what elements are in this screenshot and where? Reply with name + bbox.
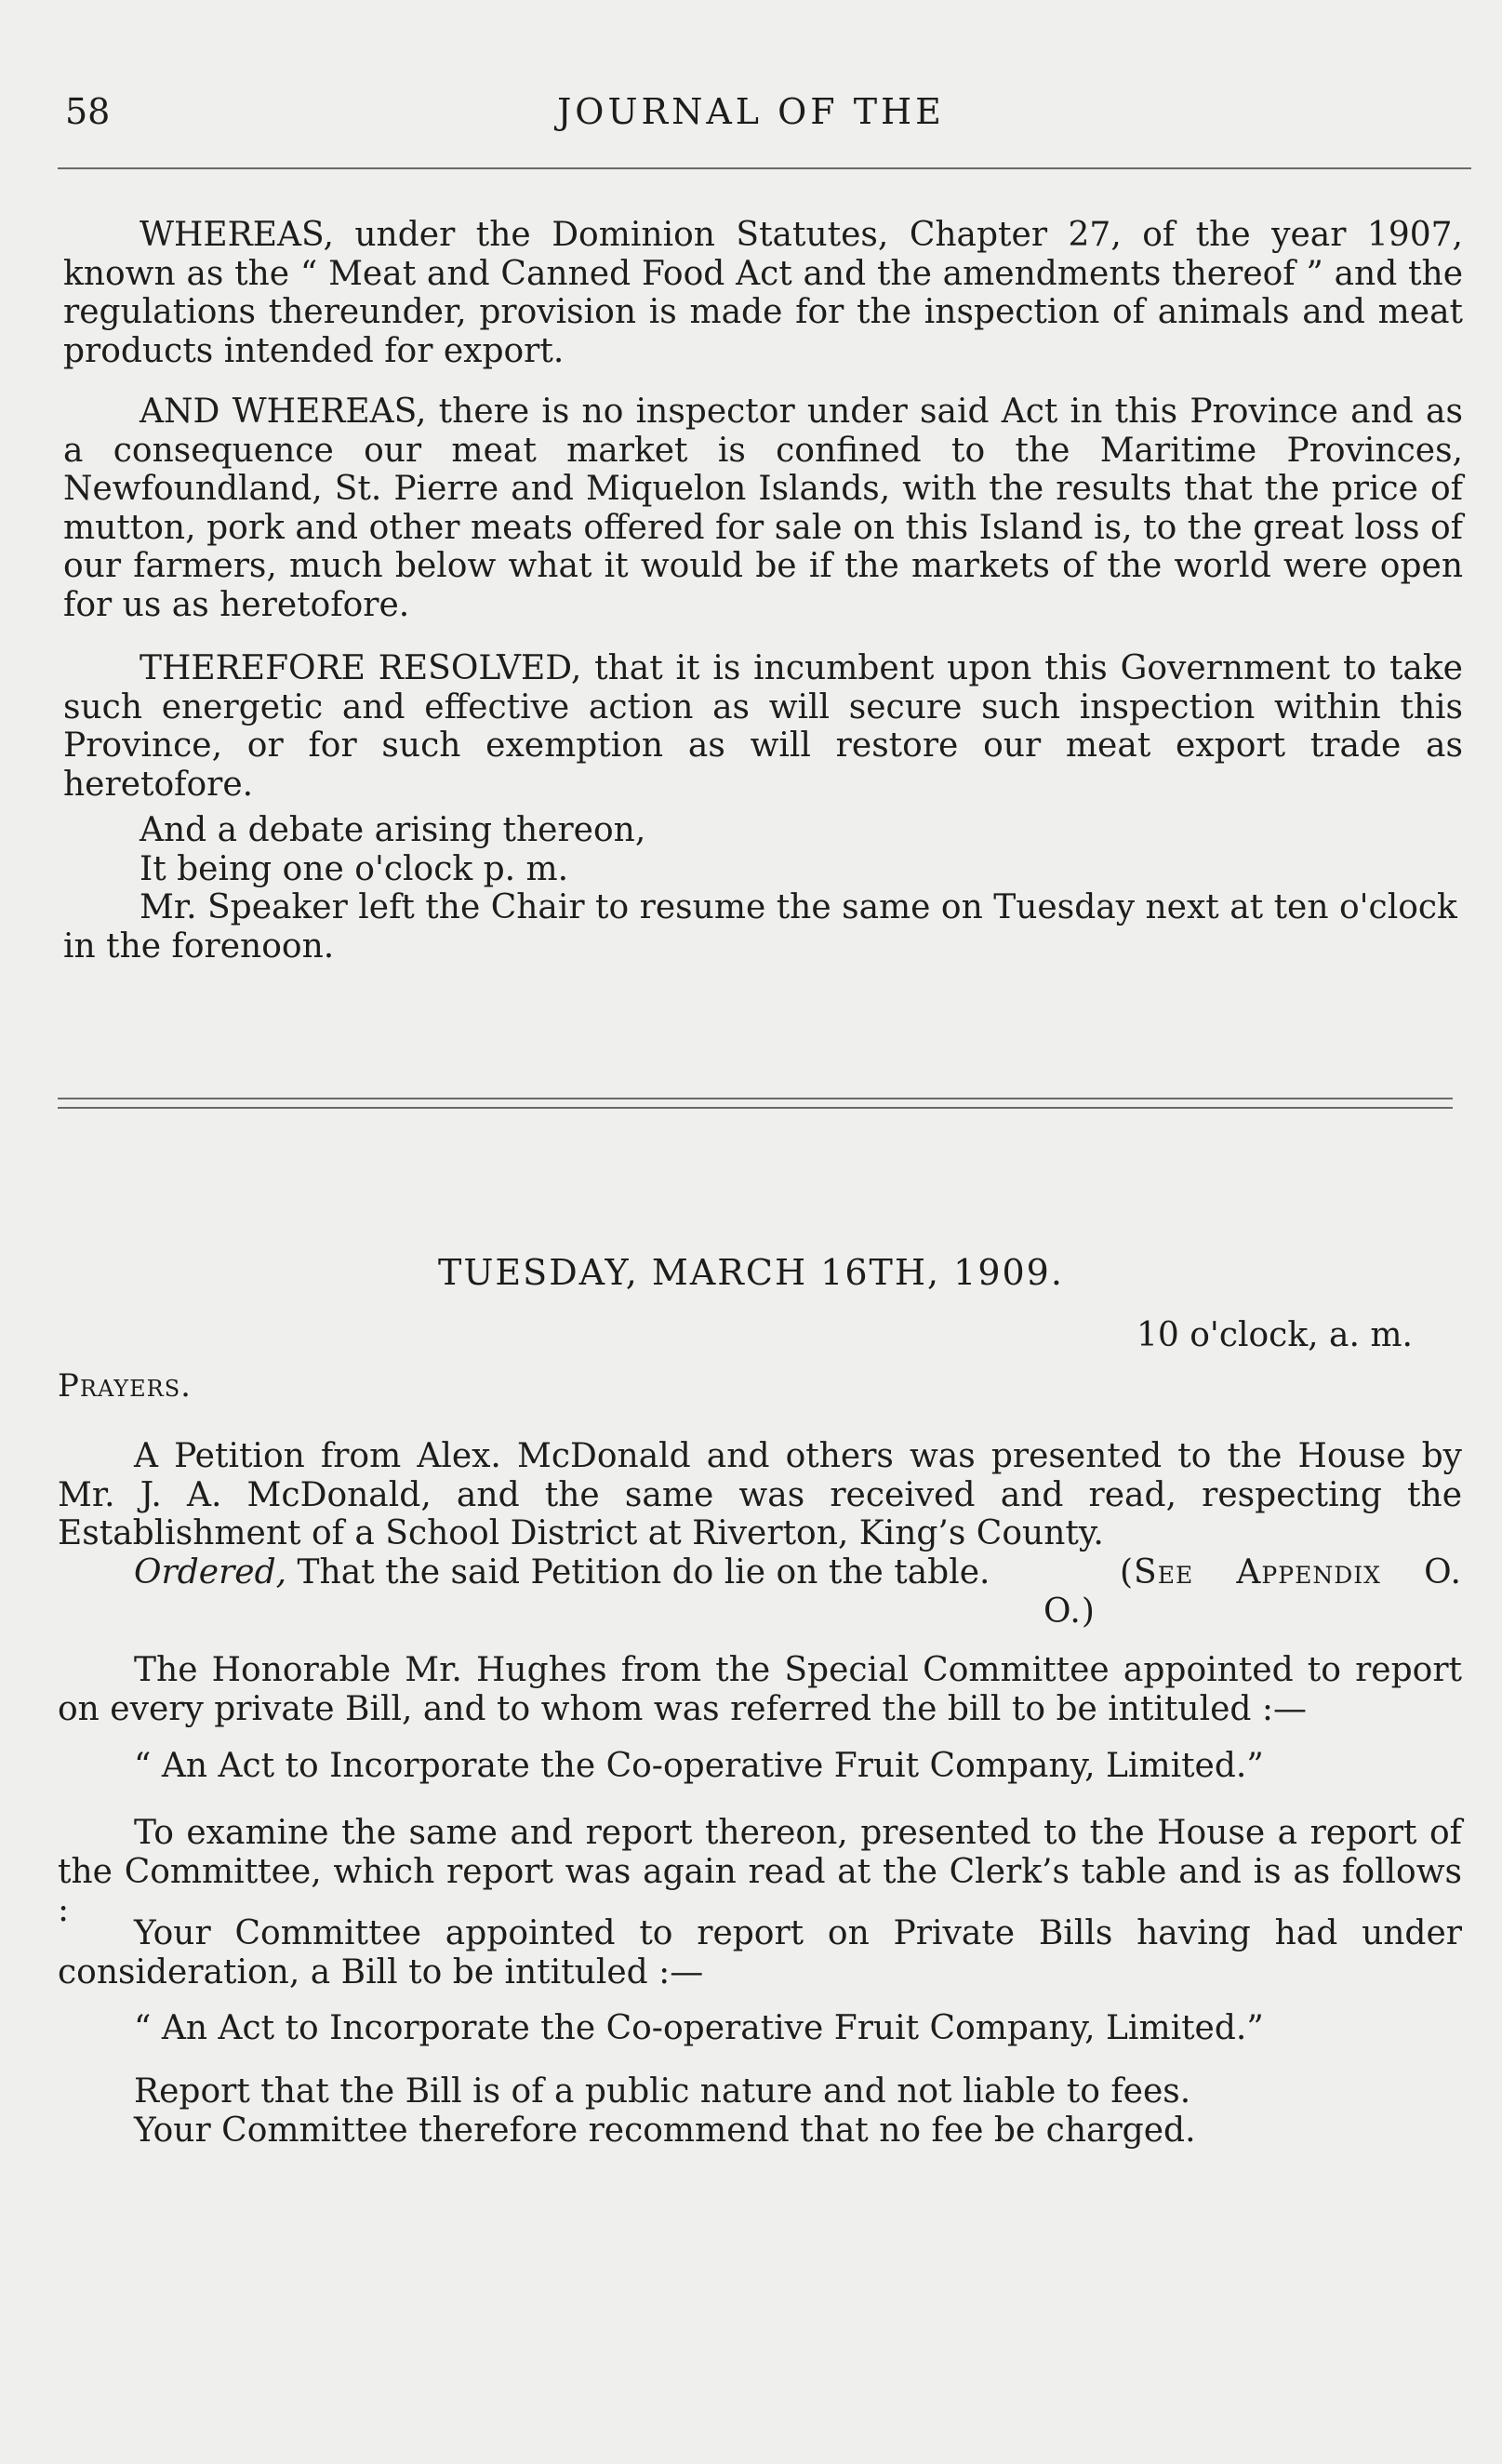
report-block	[58, 2072, 1462, 2150]
petition-paragraph: A Petition from Alex. McDonald and others was presented to the House by Mr. J. A. McDonald, and the same was received and read, respecting the Establishment of a School District at Riverton, King’s County.	[58, 1437, 1462, 1552]
bill-title-1: “ An Act to Incorporate the Co-operative Fruit Company, Limited.”	[134, 1747, 1264, 1785]
committee-intro-paragraph: The Honorable Mr. Hughes from the Special Committee appointed to report on every private Bill, and to whom was referred the bill to be intituled :—	[58, 1651, 1462, 1728]
whereas-paragraph-2: AND WHEREAS, there is no inspector under said Act in this Province and as a consequence our meat market is confined to the Maritime Provinces, Newfoundland, St. Pierre and Miquelon Islands, with the results that the price of mutton, pork and other meats offered for sale on this Island is, to the great loss of our farmers, much below what it would be if the markets of the world were open for us as heretofore.	[63, 393, 1463, 624]
therefore-resolved-paragraph: THEREFORE RESOLVED, that it is incumbent upon this Government to take such energetic and effective action as will secure such inspection within this Province, or for such exemption as will restore our meat export trade as heretofore.	[63, 649, 1463, 804]
debate-line-1: And a debate arising thereon,	[140, 811, 646, 849]
session-date: TUESDAY, MARCH 16TH, 1909.	[438, 1252, 1064, 1293]
bill-title-2: “ An Act to Incorporate the Co-operative Fruit Company, Limited.”	[134, 2009, 1264, 2047]
report-line-2: Your Committee therefore recommend that no fee be charged.	[134, 2111, 1196, 2150]
session-time: 10 o'clock, a. m.	[1136, 1316, 1413, 1354]
debate-line-4: in the forenoon.	[63, 926, 335, 966]
ordered-text: That the said Petition do lie on the table.	[297, 1553, 990, 1592]
debate-block	[63, 811, 1463, 966]
section-rule-bottom	[58, 1107, 1453, 1109]
running-title: JOURNAL OF THE	[557, 91, 945, 132]
section-rule-top	[58, 1098, 1453, 1099]
appendix-reference: (See Appendix O. O.)	[1043, 1553, 1462, 1631]
debate-line-2: It being one o'clock p. m.	[140, 849, 569, 888]
whereas-paragraph-1: WHEREAS, under the Dominion Statutes, Chapter 27, of the year 1907, known as the “ Meat and Canned Food Act and the amendments thereof ” and the regulations thereunder, provision is made for the inspection of animals and meat products intended for export.	[63, 216, 1463, 370]
page-number: 58	[65, 91, 111, 132]
examine-paragraph: To examine the same and report thereon, presented to the House a report of the Committee, which report was again read at the Clerk’s table and is as follows :	[58, 1814, 1462, 1929]
report-intro-paragraph: Your Committee appointed to report on Private Bills having had under consideration, a Bill to be intituled :—	[58, 1914, 1462, 1991]
header-rule	[58, 167, 1471, 169]
debate-line-3: Mr. Speaker left the Chair to resume the same on Tuesday next at ten o'clock	[140, 888, 1457, 926]
prayers-heading: Prayers.	[58, 1367, 192, 1405]
ordered-label: Ordered,	[134, 1553, 287, 1592]
ordered-line	[58, 1553, 1462, 1631]
report-line-1: Report that the Bill is of a public nature and not liable to fees.	[134, 2072, 1191, 2111]
